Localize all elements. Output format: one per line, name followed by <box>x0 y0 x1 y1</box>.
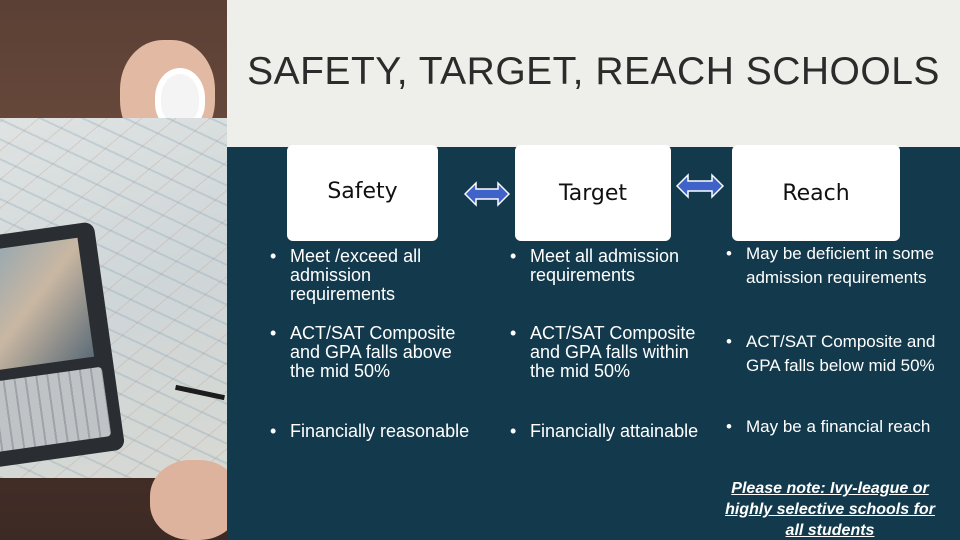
reach-header: Reach <box>782 180 850 206</box>
safety-header-card <box>287 145 438 241</box>
laptop-keyboard <box>0 367 111 453</box>
laptop-screen <box>0 238 94 372</box>
safety-header: Safety <box>327 179 398 204</box>
double-arrow-icon <box>464 181 510 207</box>
list-item: • May be a financial reach <box>726 415 946 439</box>
bullet: • <box>510 421 517 441</box>
bullet: • <box>726 332 732 351</box>
bullet: • <box>726 417 732 436</box>
double-arrow-icon <box>676 173 724 199</box>
bullet: • <box>510 246 517 266</box>
reach-header-card <box>732 145 900 241</box>
list-item: • ACT/SAT Composite and GPA falls above the mid 50% <box>270 323 456 381</box>
target-header: Target <box>558 180 628 206</box>
list-item: • Financially reasonable <box>270 421 470 441</box>
list-item: • Meet /exceed all admission requirements <box>270 246 422 304</box>
bullet: • <box>726 244 732 263</box>
bullet: • <box>270 421 277 441</box>
list-item: • ACT/SAT Composite and GPA falls below mid 50% <box>726 332 936 375</box>
bullet: • <box>270 323 277 343</box>
page-title: SAFETY, TARGET, REACH SCHOOLS <box>247 50 940 93</box>
bullet: • <box>510 323 517 343</box>
list-item: • ACT/SAT Composite and GPA falls within the mid 50% <box>510 323 696 381</box>
list-item: • Financially attainable <box>510 421 699 441</box>
hand-image-lower <box>150 460 227 540</box>
list-item: • May be deficient in some admission requirements <box>726 244 935 287</box>
target-header-card <box>515 145 671 241</box>
background-photo <box>0 0 227 540</box>
selective-schools-note: Please note: Ivy-league or highly selective schools for all students <box>725 480 935 539</box>
bullet: • <box>270 246 277 266</box>
list-item: • Meet all admission requirements <box>510 246 680 285</box>
